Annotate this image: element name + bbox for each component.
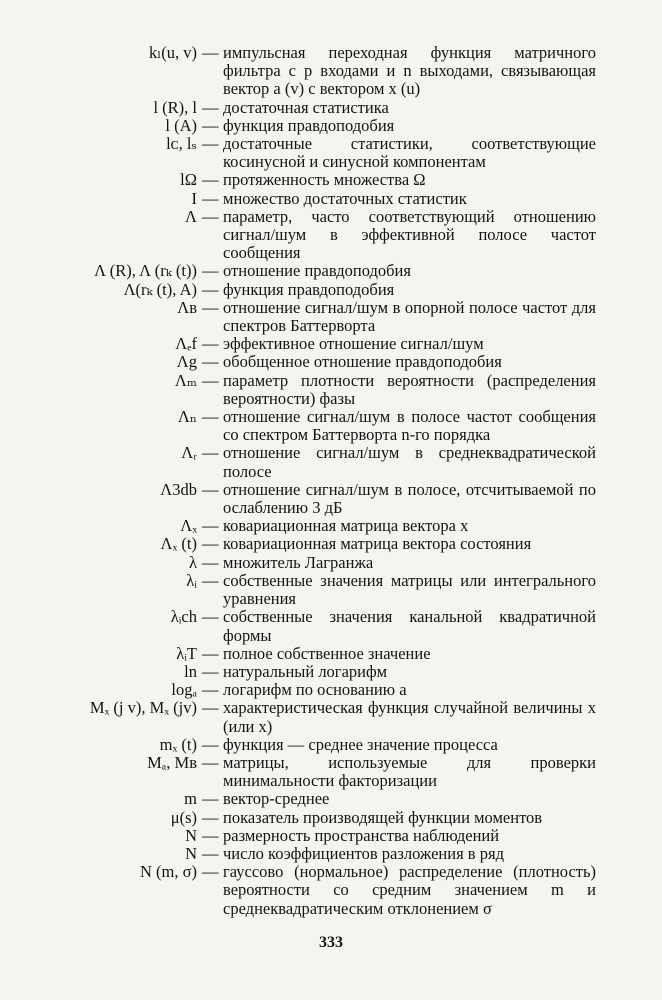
entry-dash: — bbox=[202, 607, 219, 627]
entry-dash: — bbox=[202, 825, 219, 845]
entry-definition: характеристическая функция случайной величины x (или x) bbox=[223, 698, 596, 736]
entry-symbol: N (m, σ) bbox=[139, 862, 197, 882]
glossary-entry bbox=[0, 736, 662, 754]
entry-definition: множитель Лагранжа bbox=[223, 552, 374, 572]
entry-dash: — bbox=[202, 115, 219, 135]
entry-dash: — bbox=[202, 862, 219, 882]
entry-definition: собственные значения канальной квадратичной формы bbox=[223, 607, 596, 645]
entry-dash: — bbox=[202, 479, 219, 499]
entry-definition: функция правдоподобия bbox=[223, 115, 395, 135]
glossary-entry bbox=[0, 262, 662, 280]
entry-dash: — bbox=[202, 752, 219, 772]
entry-dash: — bbox=[202, 279, 219, 299]
entry-definition: ковариационная матрица вектора состояния bbox=[223, 534, 532, 554]
entry-dash: — bbox=[202, 407, 219, 427]
entry-symbol: Λg bbox=[176, 352, 197, 372]
entry-symbol: ln bbox=[184, 661, 197, 681]
page-number: 333 bbox=[319, 934, 343, 951]
entry-definition: параметр плотности вероятности (распределения вероятности) фазы bbox=[223, 370, 596, 408]
entry-symbol: Λₙ bbox=[177, 407, 197, 427]
entry-symbol: Λ (R), Λ (rₖ (t)) bbox=[94, 261, 197, 281]
entry-symbol: Λₓ bbox=[180, 516, 197, 536]
entry-symbol: Λʙ bbox=[177, 297, 197, 317]
entry-symbol: Λₓ (t) bbox=[160, 534, 197, 554]
entry-definition: отношение правдоподобия bbox=[223, 261, 411, 281]
glossary-entry bbox=[0, 863, 662, 918]
glossary-entry bbox=[0, 444, 662, 480]
entry-dash: — bbox=[202, 370, 219, 390]
entry-symbol: l (A) bbox=[165, 115, 197, 135]
glossary-entry bbox=[0, 535, 662, 553]
entry-symbol: Mₐ, Mʙ bbox=[147, 752, 197, 772]
entry-dash: — bbox=[202, 789, 219, 809]
entry-symbol: λᵢT bbox=[176, 643, 197, 663]
glossary-entry bbox=[0, 171, 662, 189]
entry-symbol: m bbox=[184, 789, 197, 809]
glossary-entry bbox=[0, 754, 662, 790]
entry-definition: полное собственное значение bbox=[223, 643, 431, 663]
glossary-entry bbox=[0, 299, 662, 335]
entry-symbol: Λₘ bbox=[174, 370, 197, 390]
glossary-entry bbox=[0, 208, 662, 263]
entry-definition: достаточные статистики, соответствующие косинусной и синусной компонентам bbox=[223, 134, 596, 172]
glossary-entry bbox=[0, 663, 662, 681]
entry-symbol: kₗ(u, v) bbox=[149, 43, 197, 62]
glossary-entry bbox=[0, 353, 662, 371]
entry-dash: — bbox=[202, 643, 219, 663]
entry-dash: — bbox=[202, 170, 219, 190]
entry-symbol: Λ(rₖ (t), A) bbox=[123, 279, 197, 299]
entry-definition: гауссово (нормальное) распределение (плотность) вероятности со средним значением m и среднеквадратическим отклонением σ bbox=[223, 862, 596, 918]
glossary-entry bbox=[0, 117, 662, 135]
entry-symbol: N bbox=[185, 825, 197, 845]
entry-definition: функция — среднее значение процесса bbox=[223, 734, 498, 754]
entry-definition: множество достаточных статистик bbox=[223, 188, 467, 208]
entry-symbol: λᵢ bbox=[186, 570, 197, 590]
glossary-entry bbox=[0, 44, 662, 99]
entry-definition: ковариационная матрица вектора x bbox=[223, 516, 469, 536]
entry-symbol: I bbox=[191, 188, 197, 208]
entry-definition: отношение сигнал/шум в опорной полосе частот для спектров Баттерворта bbox=[223, 297, 596, 336]
entry-dash: — bbox=[202, 261, 219, 281]
entry-dash: — bbox=[202, 443, 219, 463]
entry-definition: отношение сигнал/шум в полосе частот сообщения со спектром Баттерворта n-го порядка bbox=[223, 407, 596, 445]
entry-dash: — bbox=[202, 43, 219, 62]
glossary-entry bbox=[0, 99, 662, 117]
entry-symbol: mₓ (t) bbox=[159, 734, 197, 754]
entry-dash: — bbox=[202, 680, 219, 700]
glossary-entry bbox=[0, 554, 662, 572]
entry-definition: импульсная переходная функция матричного фильтра с p входами и n выходами, связывающая вектор a (v) с вектором x (u) bbox=[223, 43, 596, 99]
entry-dash: — bbox=[202, 698, 219, 718]
entry-dash: — bbox=[202, 297, 219, 317]
entry-symbol: l (R), l bbox=[153, 97, 197, 117]
entry-dash: — bbox=[202, 843, 219, 863]
notation-glossary bbox=[0, 44, 662, 918]
entry-definition: достаточная статистика bbox=[223, 97, 389, 117]
glossary-entry bbox=[0, 699, 662, 735]
entry-definition: собственные значения матрицы или интегрального уравнения bbox=[223, 570, 596, 609]
entry-symbol: lΩ bbox=[180, 170, 197, 190]
entry-symbol: N bbox=[185, 843, 197, 863]
entry-definition: показатель производящей функции моментов bbox=[223, 807, 543, 827]
entry-symbol: μ(s) bbox=[170, 807, 197, 827]
entry-definition: обобщенное отношение правдоподобия bbox=[223, 352, 502, 372]
entry-symbol: Λᵣ bbox=[181, 443, 197, 463]
entry-definition: вектор-среднее bbox=[223, 789, 330, 809]
glossary-entry bbox=[0, 481, 662, 517]
entry-definition: отношение сигнал/шум в среднеквадратической полосе bbox=[223, 443, 596, 481]
entry-definition: отношение сигнал/шум в полосе, отсчитываемой по ослаблению 3 дБ bbox=[223, 479, 596, 518]
glossary-entry bbox=[0, 517, 662, 535]
entry-dash: — bbox=[202, 734, 219, 754]
entry-symbol: λ bbox=[188, 552, 197, 572]
entry-symbol: Mₓ (j v), Mₓ (jv) bbox=[89, 698, 197, 718]
entry-dash: — bbox=[202, 534, 219, 554]
entry-definition: логарифм по основанию a bbox=[223, 680, 407, 700]
entry-symbol: Λₑf bbox=[175, 334, 197, 354]
entry-dash: — bbox=[202, 807, 219, 827]
entry-definition: размерность пространства наблюдений bbox=[223, 825, 500, 845]
entry-dash: — bbox=[202, 206, 219, 226]
entry-dash: — bbox=[202, 134, 219, 154]
entry-definition: матрицы, используемые для проверки минимальности факторизации bbox=[223, 752, 596, 791]
entry-symbol: λᵢch bbox=[170, 607, 197, 627]
entry-symbol: Λ bbox=[185, 206, 197, 226]
entry-symbol: logₐ bbox=[171, 680, 197, 700]
entry-dash: — bbox=[202, 661, 219, 681]
glossary-entry bbox=[0, 645, 662, 663]
glossary-entry bbox=[0, 372, 662, 408]
glossary-entry bbox=[0, 809, 662, 827]
glossary-entry bbox=[0, 681, 662, 699]
glossary-entry bbox=[0, 190, 662, 208]
entry-definition: эффективное отношение сигнал/шум bbox=[223, 334, 484, 354]
glossary-entry bbox=[0, 845, 662, 863]
entry-definition: натуральный логарифм bbox=[223, 661, 388, 681]
entry-dash: — bbox=[202, 188, 219, 208]
entry-definition: протяженность множества Ω bbox=[223, 170, 426, 190]
glossary-entry bbox=[0, 827, 662, 845]
entry-dash: — bbox=[202, 97, 219, 117]
glossary-entry bbox=[0, 790, 662, 808]
entry-dash: — bbox=[202, 352, 219, 372]
glossary-entry bbox=[0, 572, 662, 608]
glossary-entry bbox=[0, 281, 662, 299]
entry-dash: — bbox=[202, 334, 219, 354]
entry-dash: — bbox=[202, 516, 219, 536]
entry-dash: — bbox=[202, 552, 219, 572]
entry-symbol: Λ3db bbox=[160, 479, 197, 499]
entry-definition: число коэффициентов разложения в ряд bbox=[223, 843, 504, 863]
entry-definition: функция правдоподобия bbox=[223, 279, 395, 299]
glossary-entry bbox=[0, 135, 662, 171]
glossary-entry bbox=[0, 408, 662, 444]
entry-symbol: lᴄ, lₛ bbox=[166, 134, 197, 154]
glossary-entry bbox=[0, 608, 662, 644]
entry-dash: — bbox=[202, 570, 219, 590]
glossary-entry bbox=[0, 335, 662, 353]
entry-definition: параметр, часто соответствующий отношению сигнал/шум в эффективной полосе частот сообщения bbox=[223, 206, 596, 263]
